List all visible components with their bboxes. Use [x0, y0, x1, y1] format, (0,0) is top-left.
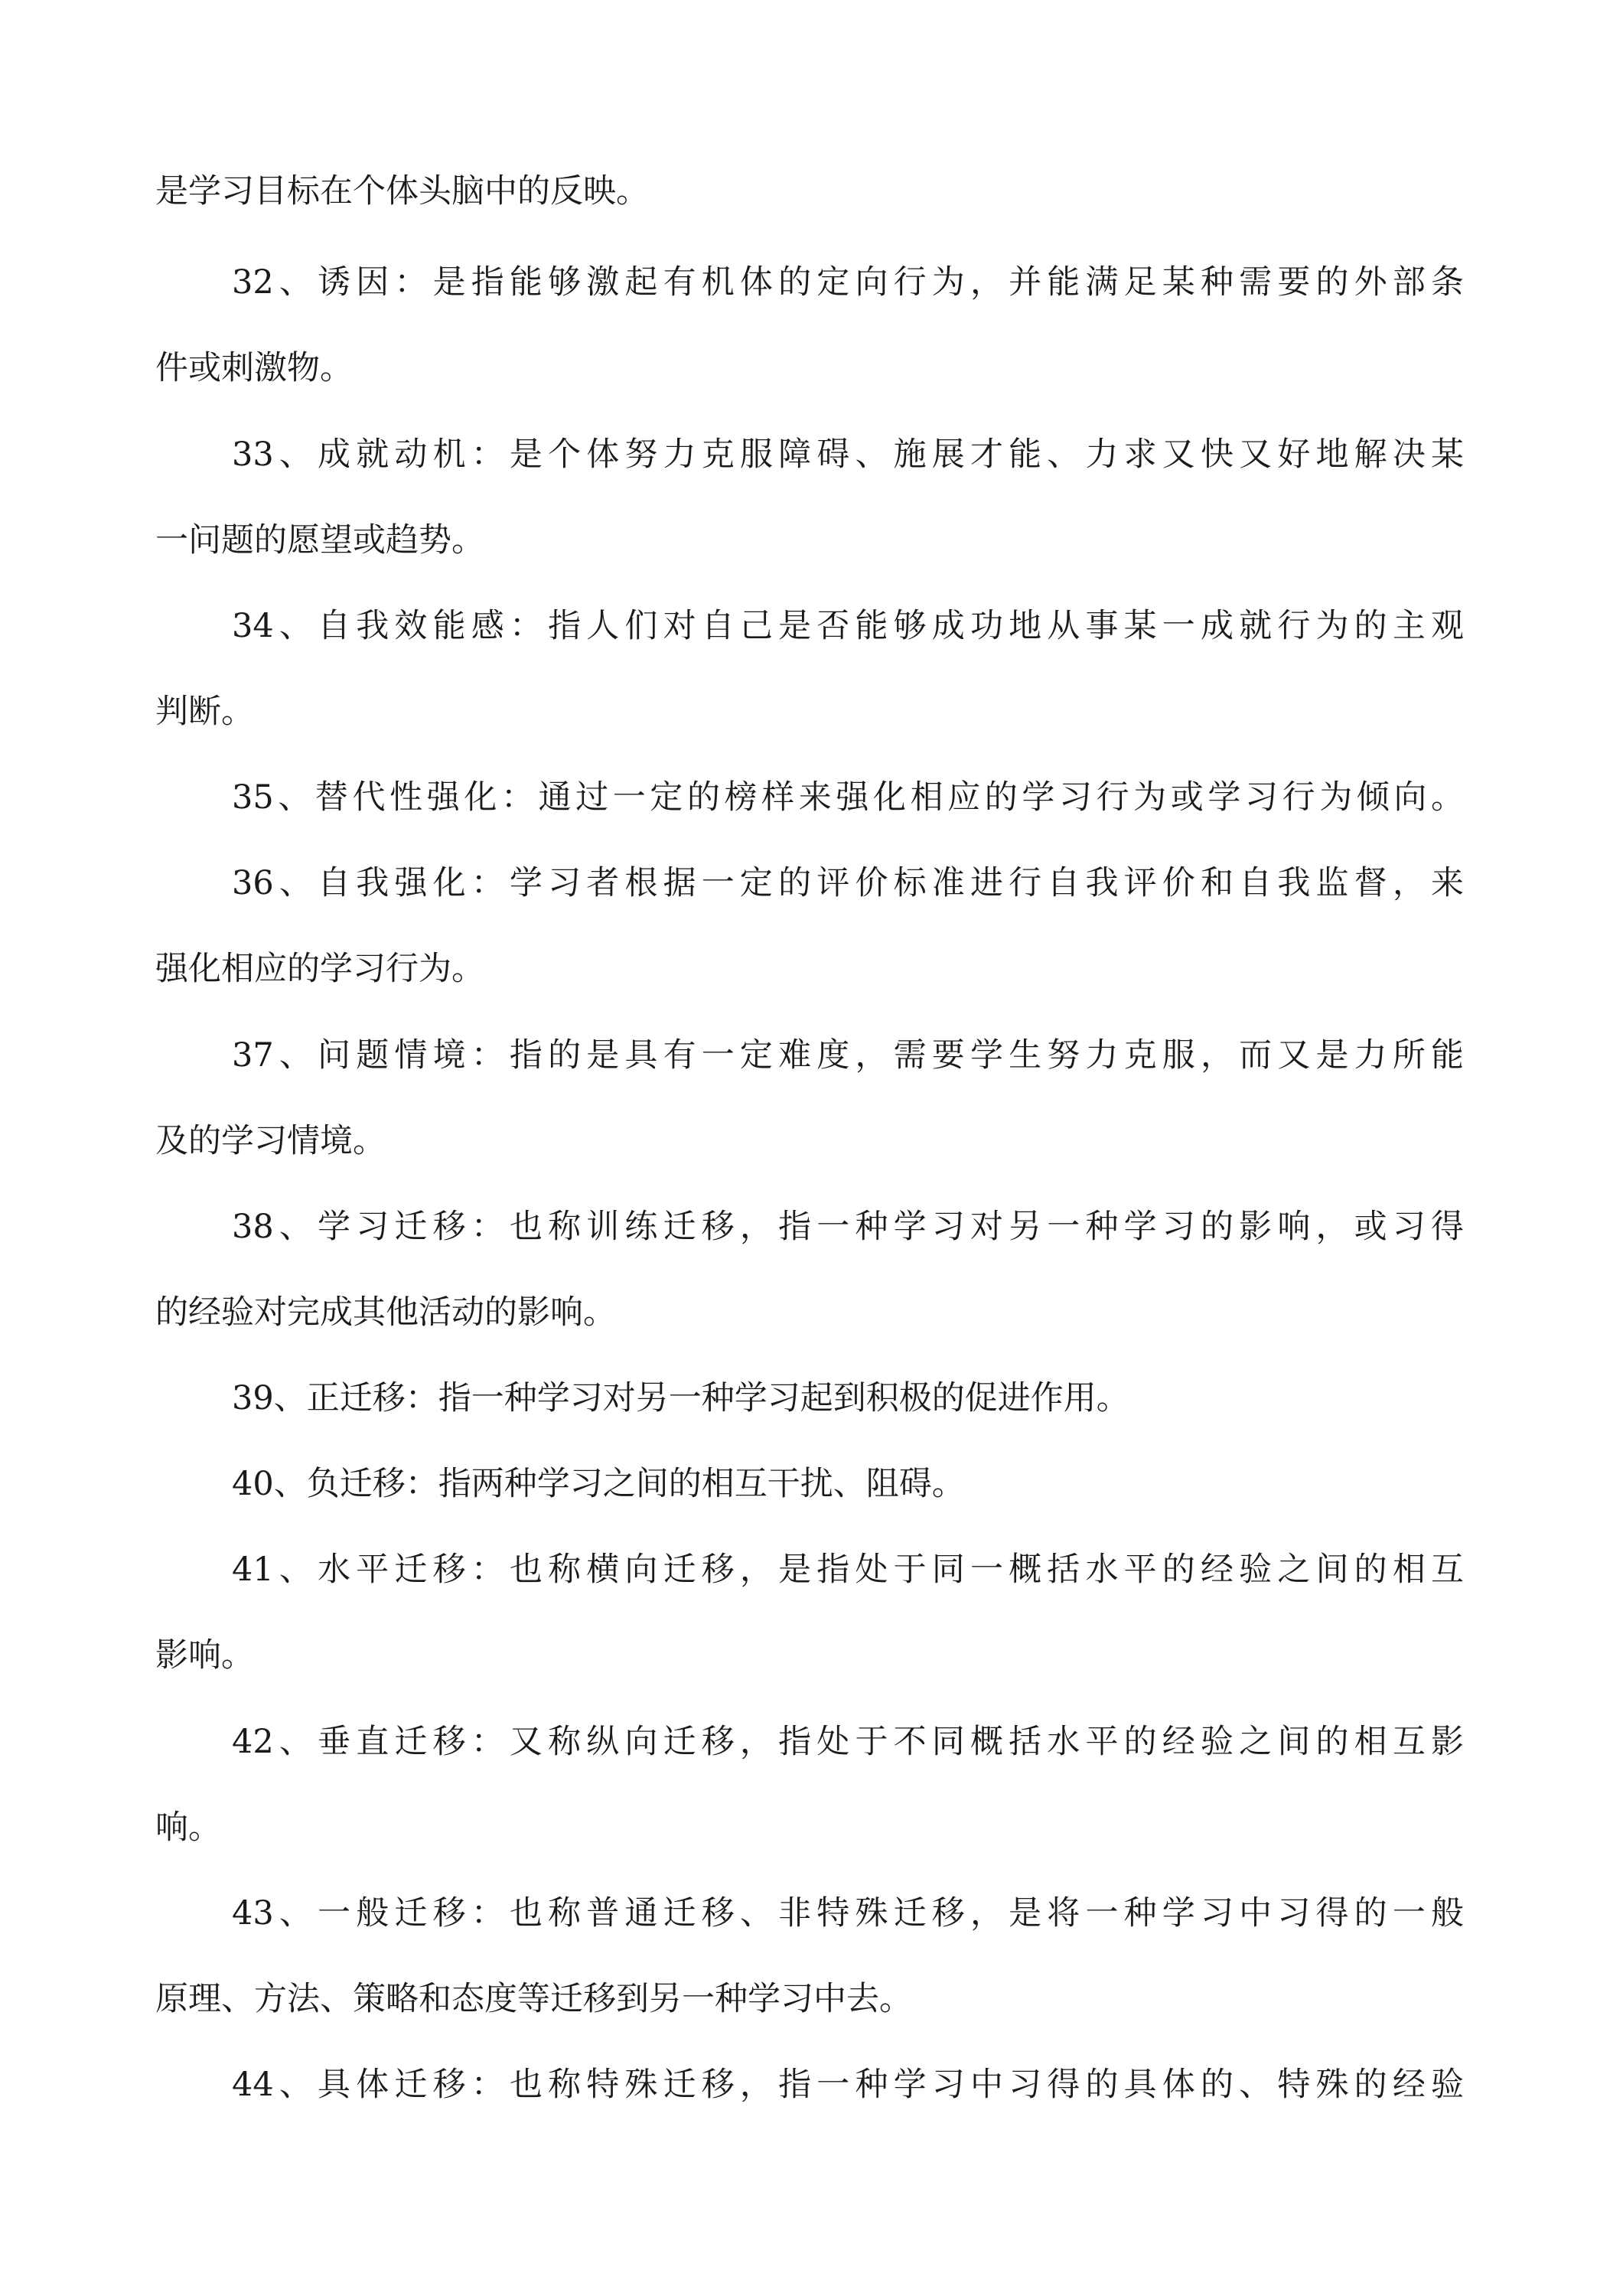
paragraph-line: 原理、方法、策略和态度等迁移到另一种学习中去。 — [155, 1980, 912, 2018]
paragraph-line: 的经验对完成其他活动的影响。 — [155, 1293, 616, 1332]
paragraph-line: 响。 — [155, 1808, 221, 1847]
paragraph-line: 34、自我效能感：指人们对自己是否能够成功地从事某一成就行为的主观 — [232, 607, 1464, 645]
paragraph-line: 37、问题情境：指的是具有一定难度，需要学生努力克服，而又是力所能 — [232, 1036, 1464, 1075]
paragraph-line: 判断。 — [155, 693, 254, 731]
paragraph-line: 35、替代性强化：通过一定的榜样来强化相应的学习行为或学习行为倾向。 — [232, 778, 1464, 817]
paragraph-line: 36、自我强化：学习者根据一定的评价标准进行自我评价和自我监督，来 — [232, 864, 1464, 902]
paragraph-line: 40、负迁移：指两种学习之间的相互干扰、阻碍。 — [232, 1465, 965, 1503]
paragraph-line: 是学习目标在个体头脑中的反映。 — [155, 172, 649, 210]
paragraph-line: 39、正迁移：指一种学习对另一种学习起到积极的促进作用。 — [232, 1379, 1129, 1417]
paragraph-line: 一问题的愿望或趋势。 — [155, 521, 484, 559]
paragraph-line: 影响。 — [155, 1636, 254, 1675]
paragraph-line: 强化相应的学习行为。 — [155, 950, 484, 988]
paragraph-line: 件或刺激物。 — [155, 349, 353, 387]
paragraph-line: 44、具体迁移：也称特殊迁移，指一种学习中习得的具体的、特殊的经验 — [232, 2066, 1464, 2104]
paragraph-line: 38、学习迁移：也称训练迁移，指一种学习对另一种学习的影响，或习得 — [232, 1208, 1464, 1246]
paragraph-line: 32、诱因：是指能够激起有机体的定向行为，并能满足某种需要的外部条 — [232, 263, 1464, 302]
paragraph-line: 33、成就动机：是个体努力克服障碍、施展才能、力求又快又好地解决某 — [232, 435, 1464, 474]
paragraph-line: 41、水平迁移：也称横向迁移，是指处于同一概括水平的经验之间的相互 — [232, 1551, 1464, 1589]
paragraph-line: 42、垂直迁移：又称纵向迁移，指处于不同概括水平的经验之间的相互影 — [232, 1723, 1464, 1761]
paragraph-line: 及的学习情境。 — [155, 1122, 386, 1160]
paragraph-line: 43、一般迁移：也称普通迁移、非特殊迁移，是将一种学习中习得的一般 — [232, 1894, 1464, 1932]
